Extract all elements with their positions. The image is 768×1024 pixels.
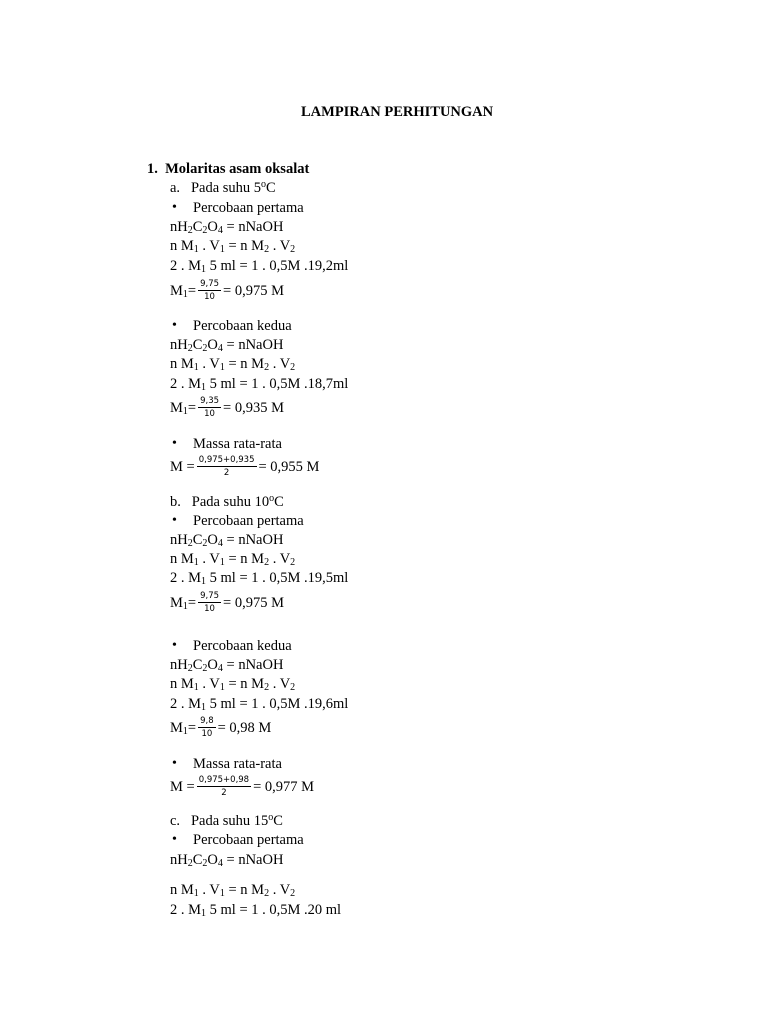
trial-title: Percobaan kedua [193,318,292,334]
trial-title: Percobaan pertama [193,513,304,529]
calc-line: 2 . $M_1$ 5 ml = 1 . 0,5M .20 ml [170,902,342,919]
equation-line: n $M_1$ . $V_1 = n$ $M_2$ . $V_2$ [170,356,296,373]
fraction: $\frac{9,35}{10}$ [200,396,220,419]
calc-line: 2 . $M_1$ 5 ml = 1 . 0,5M .18,7ml [170,376,349,393]
bullet-icon: • [172,513,177,528]
section-heading [147,160,309,178]
trial-title: Percobaan pertama [193,200,304,216]
avg-line: M = $\frac{0,975+0,935}{2}$ = 0,955 M [170,455,320,478]
avg-title: Massa rata-rata [193,756,282,772]
result-line: $M_1=$ $\frac{9,8}{10}$ = 0,98 M [170,716,272,739]
calc-line: 2 . $M_1$ 5 ml = 1 . 0,5M .19,5ml [170,570,349,587]
trial-title: Percobaan pertama [193,832,304,848]
equation-line: $nH_2C_2O_4$ = nNaOH [170,337,284,354]
part-c-heading: c. Pada suhu 15$^o$C [170,812,283,829]
fraction: $\frac{9,75}{10}$ [200,591,220,614]
bullet-icon: • [172,756,177,771]
calc-line: 2 . $M_1$ 5 ml = 1 . 0,5M .19,6ml [170,696,349,713]
avg-line: M = $\frac{0,975+0,98}{2}$ = 0,977 M [170,775,315,798]
bullet-icon: • [172,436,177,451]
result-line: $M_1=$ $\frac{9,75}{10}$ = 0,975 M [170,279,284,302]
equation-line: $nH_2C_2O_4$ = nNaOH [170,657,284,674]
equation-line: n $M_1$ . $V_1 = n$ $M_2$ . $V_2$ [170,551,296,568]
bullet-icon: • [172,832,177,847]
bullet-icon: • [172,638,177,653]
equation-line: $nH_2C_2O_4$ = nNaOH [170,219,284,236]
calc-line: 2 . $M_1$ 5 ml = 1 . 0,5M .19,2ml [170,258,349,275]
fraction: $\frac{0,975+0,98}{2}$ [198,775,250,798]
equation-line: $nH_2C_2O_4$ = nNaOH [170,852,284,869]
bullet-icon: • [172,318,177,333]
page-title: LAMPIRAN PERHITUNGAN [301,104,494,120]
fraction: $\frac{0,975+0,935}{2}$ [198,455,255,478]
fraction: $\frac{9,75}{10}$ [200,279,220,302]
bullet-icon: • [172,200,177,215]
equation-line: n $M_1$ . $V_1 = n$ $M_2$ . $V_2$ [170,882,296,899]
result-line: $M_1=$ $\frac{9,75}{10}$ = 0,975 M [170,591,284,614]
result-line: $M_1=$ $\frac{9,35}{10}$ = 0,935 M [170,396,284,419]
equation-line: n $M_1$ . $V_1 = n$ $M_2$ . $V_2$ [170,238,296,255]
avg-title: Massa rata-rata [193,436,282,452]
fraction: $\frac{9,8}{10}$ [200,716,214,739]
part-a-heading: a. Pada suhu 5$^o$C [170,179,276,196]
section-label: Molaritas asam oksalat [165,161,310,177]
part-b-heading: b. Pada suhu 10$^o$C [170,493,284,510]
section-number: 1. [147,161,158,177]
equation-line: n $M_1$ . $V_1 = n$ $M_2$ . $V_2$ [170,676,296,693]
trial-title: Percobaan kedua [193,638,292,654]
equation-line: $nH_2C_2O_4$ = nNaOH [170,532,284,549]
